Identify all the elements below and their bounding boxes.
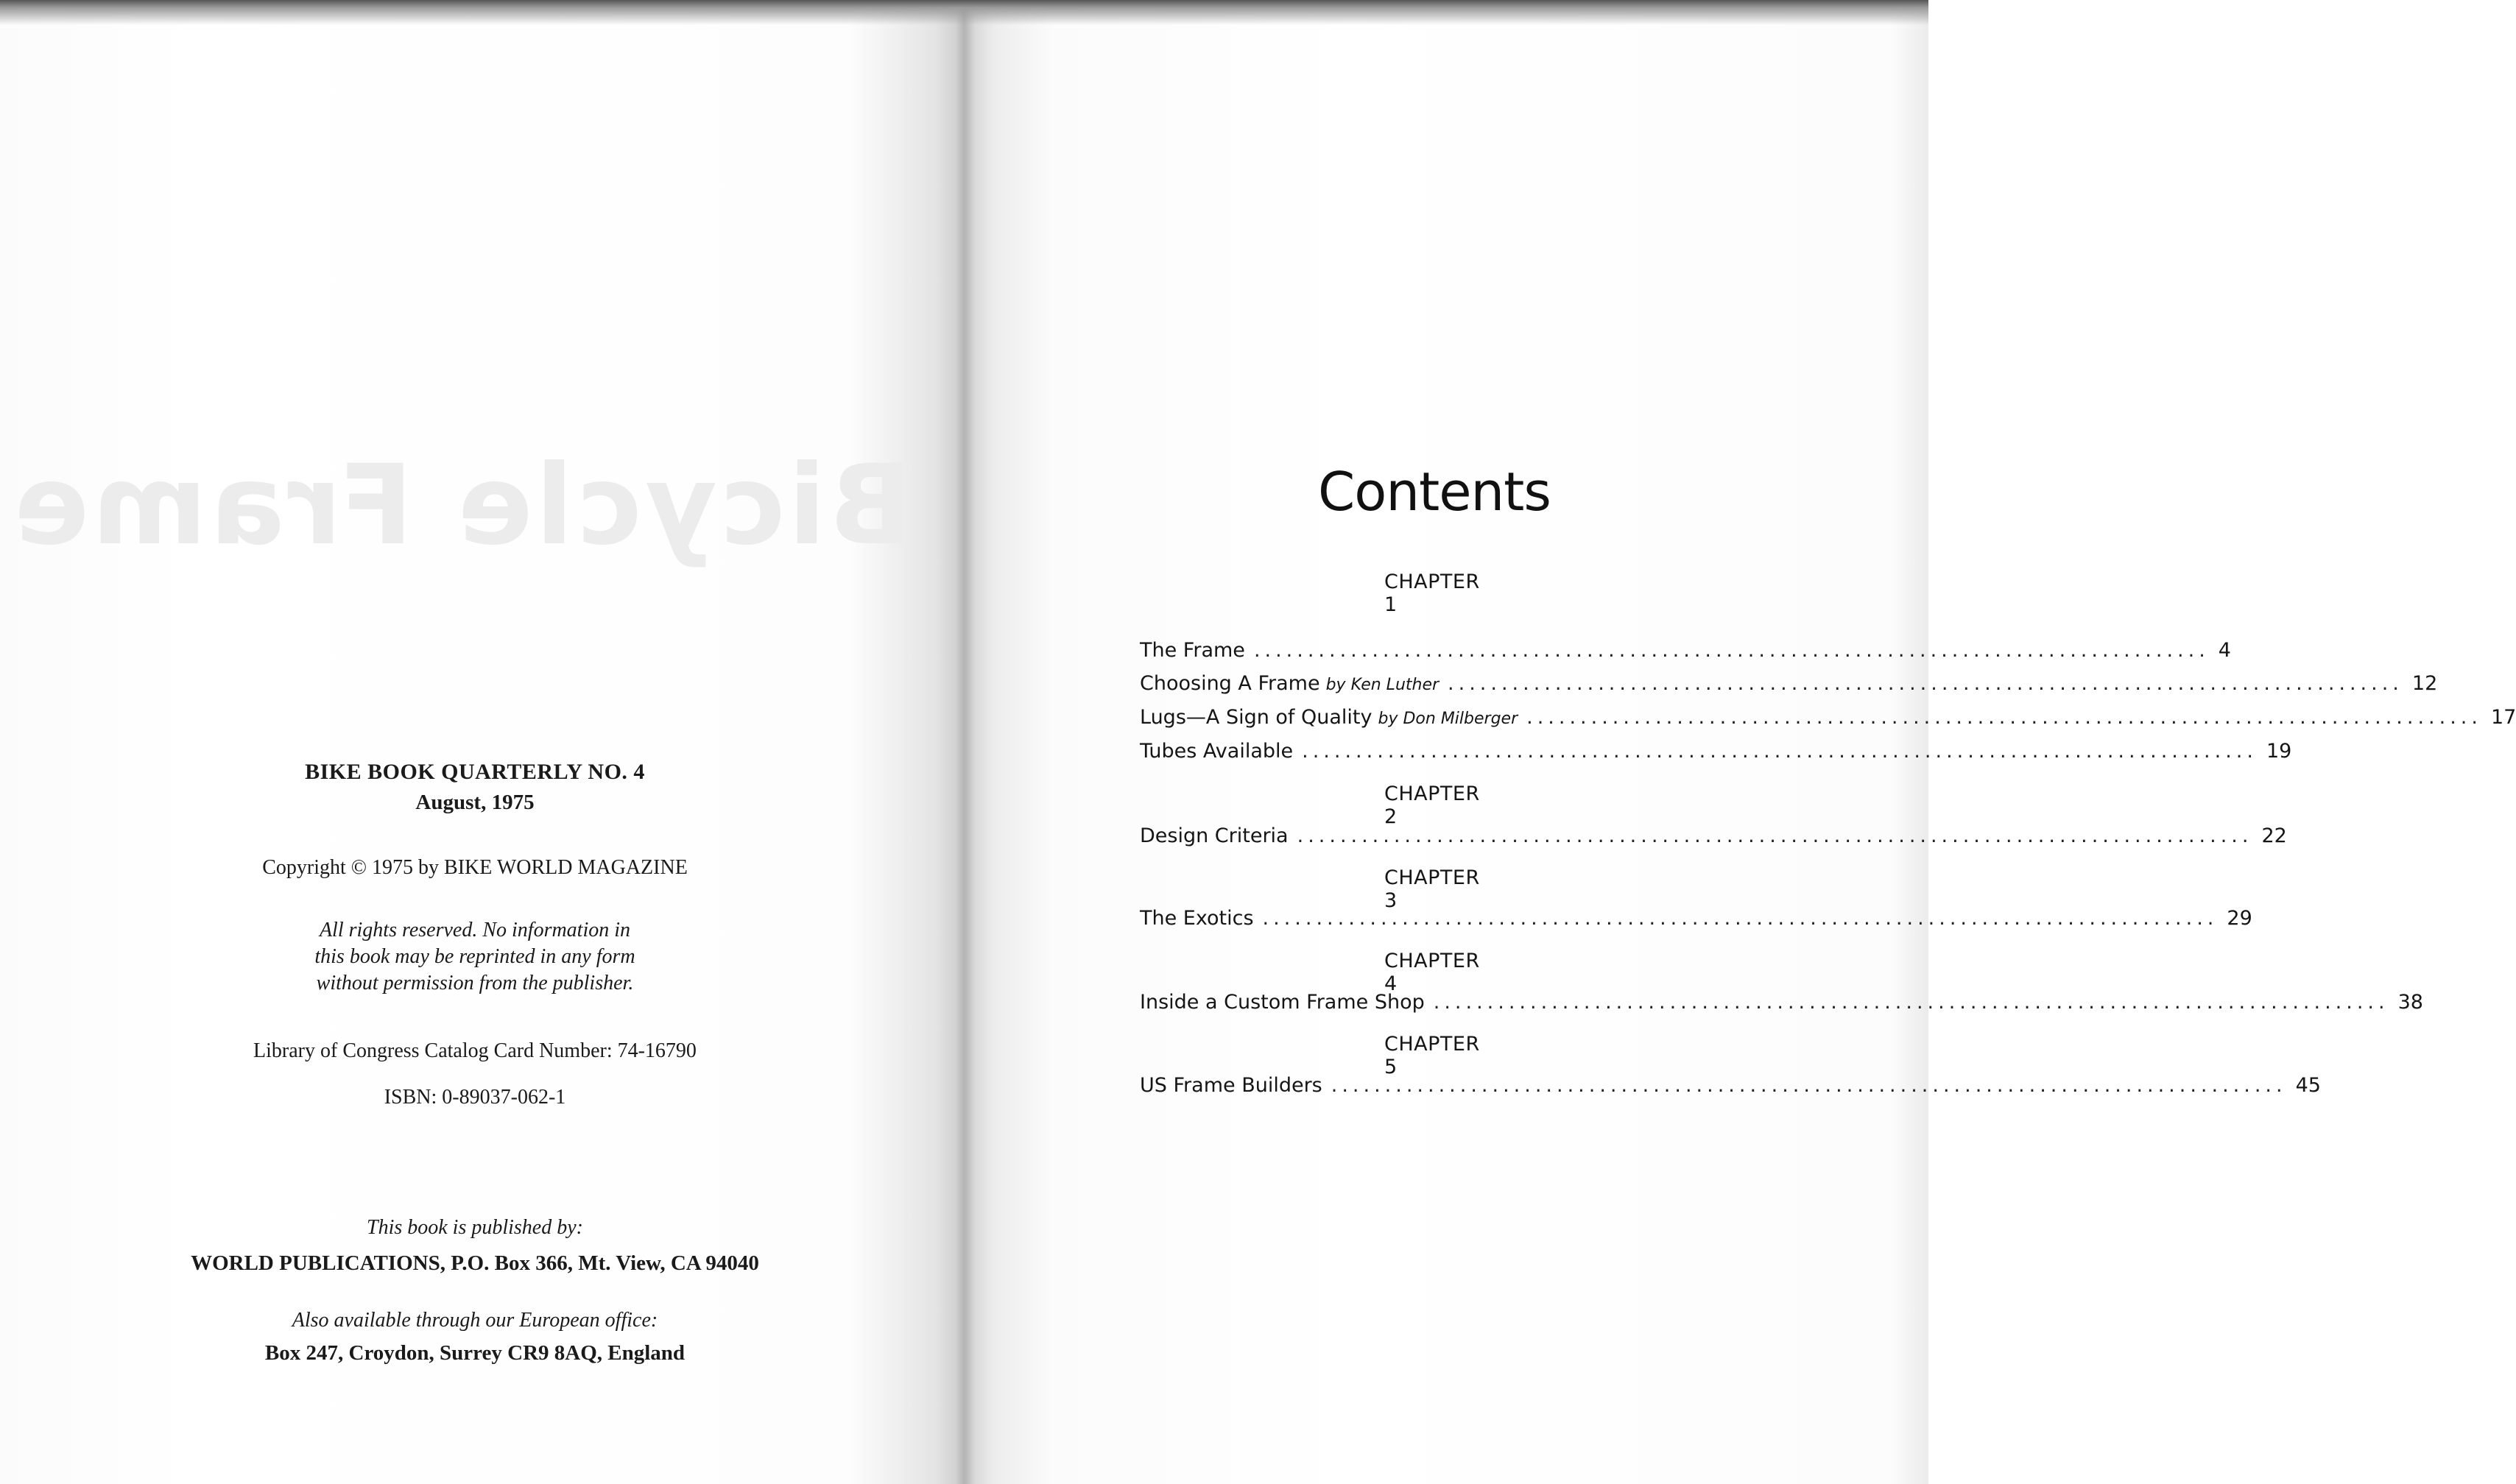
left-page	[0, 0, 965, 1484]
toc-entry[interactable]	[1140, 740, 2292, 769]
leader-dots: .........................................................................................	[1262, 907, 2219, 930]
toc-entry[interactable]	[1140, 706, 2516, 735]
toc-entry-page: 29	[2227, 907, 2252, 930]
quarterly-title: BIKE BOOK QUARTERLY NO. 4	[305, 760, 645, 784]
leader-dots: .........................................................................................	[1297, 824, 2253, 847]
rights-notice	[0, 917, 950, 997]
toc-entry[interactable]	[1140, 672, 2438, 702]
published-by-line: This book is published by:	[367, 1216, 583, 1239]
toc-entry-title: Tubes Available	[1140, 740, 1294, 763]
toc-entry-page: 45	[2295, 1074, 2321, 1097]
leader-dots: .........................................................................................	[1448, 672, 2403, 695]
show-through-title: Bicycle Frame	[11, 442, 913, 570]
top-edge-shadow	[0, 0, 1928, 25]
toc-entry-title: Lugs—A Sign of Quality	[1140, 706, 1372, 729]
rights-line: this book may be reprinted in any form	[314, 945, 635, 968]
toc-entry-page: 4	[2218, 639, 2231, 662]
publisher-address: WORLD PUBLICATIONS, P.O. Box 366, Mt. View, CA 94040	[191, 1251, 759, 1275]
toc-entry-title: Choosing A Frame	[1140, 672, 1320, 695]
leader-dots: .........................................................................................	[1433, 991, 2389, 1014]
chapter-heading: CHAPTER 4	[1384, 950, 1480, 995]
toc-entry-author: by Don Milberger	[1378, 710, 1518, 728]
toc-entry-title: Design Criteria	[1140, 824, 1289, 847]
contents-title: Contents	[1318, 461, 1551, 523]
chapter-heading: CHAPTER 1	[1384, 570, 1480, 616]
toc-entry[interactable]	[1140, 991, 2423, 1020]
toc-entry-page: 17	[2490, 706, 2516, 729]
chapter-heading: CHAPTER 5	[1384, 1033, 1480, 1078]
toc-entry-page: 22	[2261, 824, 2287, 847]
lccn-line: Library of Congress Catalog Card Number: 74-16790	[253, 1039, 697, 1062]
european-office-address: Box 247, Croydon, Surrey CR9 8AQ, England	[264, 1341, 686, 1365]
rights-line: All rights reserved. No information in	[319, 919, 631, 941]
toc-entry[interactable]	[1140, 907, 2252, 936]
chapter-heading: CHAPTER 2	[1384, 782, 1480, 828]
toc-entry[interactable]	[1140, 1074, 2321, 1103]
toc-entry[interactable]	[1140, 824, 2287, 854]
rights-line: without permission from the publisher.	[316, 972, 634, 994]
toc-entry-author: by Ken Luther	[1325, 676, 1440, 694]
toc-entry-page: 19	[2266, 740, 2292, 763]
toc-entry-title: Inside a Custom Frame Shop	[1140, 991, 1425, 1014]
leader-dots: .........................................................................................	[1302, 740, 2258, 763]
leader-dots: .........................................................................................	[1331, 1074, 2287, 1097]
issue-date: August, 1975	[415, 791, 535, 814]
leader-dots: .........................................................................................	[1526, 706, 2482, 729]
toc-entry-title: US Frame Builders	[1140, 1074, 1322, 1097]
book-gutter	[956, 0, 975, 1484]
isbn-line: ISBN: 0-89037-062-1	[384, 1086, 566, 1109]
toc-entry-title: The Frame	[1140, 639, 1245, 662]
european-office-note: Also available through our European office:	[292, 1309, 658, 1332]
toc-entry[interactable]	[1140, 639, 2231, 668]
toc-entry-title: The Exotics	[1140, 907, 1254, 930]
copyright-line: Copyright © 1975 by BIKE WORLD MAGAZINE	[262, 856, 688, 879]
toc-entry-page: 38	[2397, 991, 2423, 1014]
toc-entry-page: 12	[2411, 672, 2438, 695]
leader-dots: .........................................................................................	[1253, 639, 2210, 662]
chapter-heading: CHAPTER 3	[1384, 866, 1480, 912]
